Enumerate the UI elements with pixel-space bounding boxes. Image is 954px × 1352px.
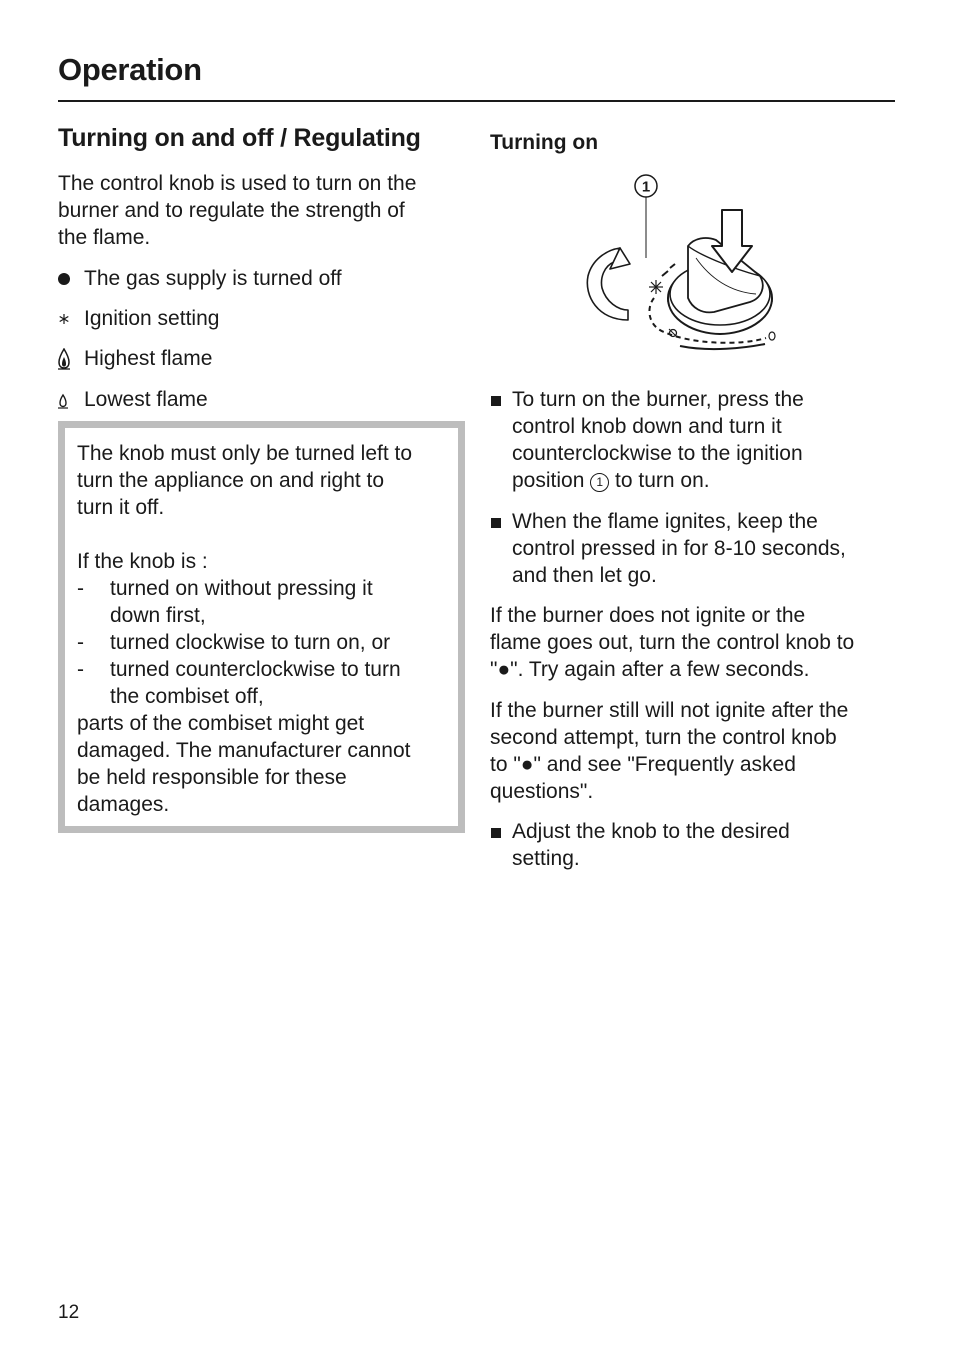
blank-line [77, 521, 457, 548]
instruction-line: setting. [512, 847, 580, 870]
warning-line: be held responsible for these [77, 766, 347, 789]
instruction-line: Adjust the knob to the desired [512, 820, 790, 843]
callout-1-icon [635, 175, 657, 258]
legend-label: Highest flame [84, 347, 213, 370]
instruction-line: counterclockwise to the ignition [512, 442, 803, 465]
note-line: questions". [490, 780, 594, 803]
square-bullet-icon [490, 508, 512, 589]
legend-label: Ignition setting [84, 307, 220, 330]
warning-list-line: turned counterclockwise to turn [110, 658, 401, 681]
large-flame-icon [58, 348, 84, 370]
warning-list-item [77, 656, 457, 710]
warning-line: damaged. The manufacturer cannot [77, 739, 411, 762]
svg-text:1: 1 [641, 178, 651, 196]
intro-line: burner and to regulate the strength of [58, 199, 405, 222]
legend-item-lowest [58, 386, 208, 413]
dash-bullet: - [77, 658, 84, 681]
filled-circle-icon [58, 272, 84, 286]
page-number: 12 [58, 1302, 80, 1323]
legend-label: The gas supply is turned off [84, 267, 342, 290]
legend-item-highest [58, 345, 212, 372]
callout-1-icon: 1 [590, 473, 609, 492]
instruction-text [512, 386, 804, 494]
note-paragraph [490, 602, 890, 683]
section-heading: Turning on and off / Regulating [58, 124, 421, 152]
warning-line: damages. [77, 793, 170, 816]
instruction-step [490, 386, 890, 494]
warning-lead: If the knob is : [77, 550, 208, 573]
turning-on-heading: Turning on [490, 131, 599, 154]
instruction-text [512, 818, 790, 872]
note-line: If the burner does not ignite or the [490, 604, 806, 627]
warning-list-item [77, 629, 457, 656]
warning-line: turn the appliance on and right to [77, 469, 385, 492]
square-bullet-icon [490, 386, 512, 494]
instruction-fragment: position [512, 469, 591, 492]
legend-item-ignition [58, 305, 219, 332]
warning-list-text [110, 629, 390, 656]
instruction-line: To turn on the burner, press the [512, 388, 804, 411]
warning-line: The knob must only be turned left to [77, 442, 413, 465]
header-rule [58, 100, 895, 102]
instruction-line: When the flame ignites, keep the [512, 510, 818, 533]
warning-line: turn it off. [77, 496, 165, 519]
warning-list-line: the combiset off, [110, 685, 264, 708]
instruction-fragment: to turn on. [609, 469, 710, 492]
small-flame-icon [58, 391, 84, 409]
asterisk-icon [58, 312, 84, 326]
warning-list-text [110, 575, 373, 629]
instruction-line: control knob down and turn it [512, 415, 782, 438]
warning-list-line: turned on without pressing it [110, 577, 373, 600]
intro-line: the flame. [58, 226, 151, 249]
intro-line: The control knob is used to turn on the [58, 172, 417, 195]
warning-box [58, 421, 465, 833]
section-title: Operation [58, 52, 202, 87]
warning-line: parts of the combiset might get [77, 712, 365, 735]
instruction-step [490, 818, 890, 872]
instruction-line: and then let go. [512, 564, 657, 587]
note-line: flame goes out, turn the control knob to [490, 631, 855, 654]
instruction-text [512, 508, 846, 589]
instruction-step [490, 508, 890, 589]
instruction-line: control pressed in for 8-10 seconds, [512, 537, 846, 560]
legend-item-off [58, 265, 342, 292]
note-paragraph [490, 697, 890, 805]
square-bullet-icon [490, 818, 512, 872]
note-line: If the burner still will not ignite after the [490, 699, 849, 722]
intro-paragraph [58, 170, 458, 251]
dash-bullet: - [77, 577, 84, 600]
dash-bullet: - [77, 631, 84, 654]
warning-text [77, 440, 457, 818]
note-line: second attempt, turn the control knob [490, 726, 837, 749]
note-line: to "●" and see "Frequently asked [490, 753, 796, 776]
warning-list-text [110, 656, 401, 710]
note-line: "●". Try again after a few seconds. [490, 658, 810, 681]
instruction-line [512, 467, 804, 494]
control-knob-illustration [570, 168, 790, 358]
warning-list-line: down first, [110, 604, 206, 627]
legend-label: Lowest flame [84, 388, 208, 411]
warning-list-item [77, 575, 457, 629]
warning-list-line: turned clockwise to turn on, or [110, 631, 391, 654]
